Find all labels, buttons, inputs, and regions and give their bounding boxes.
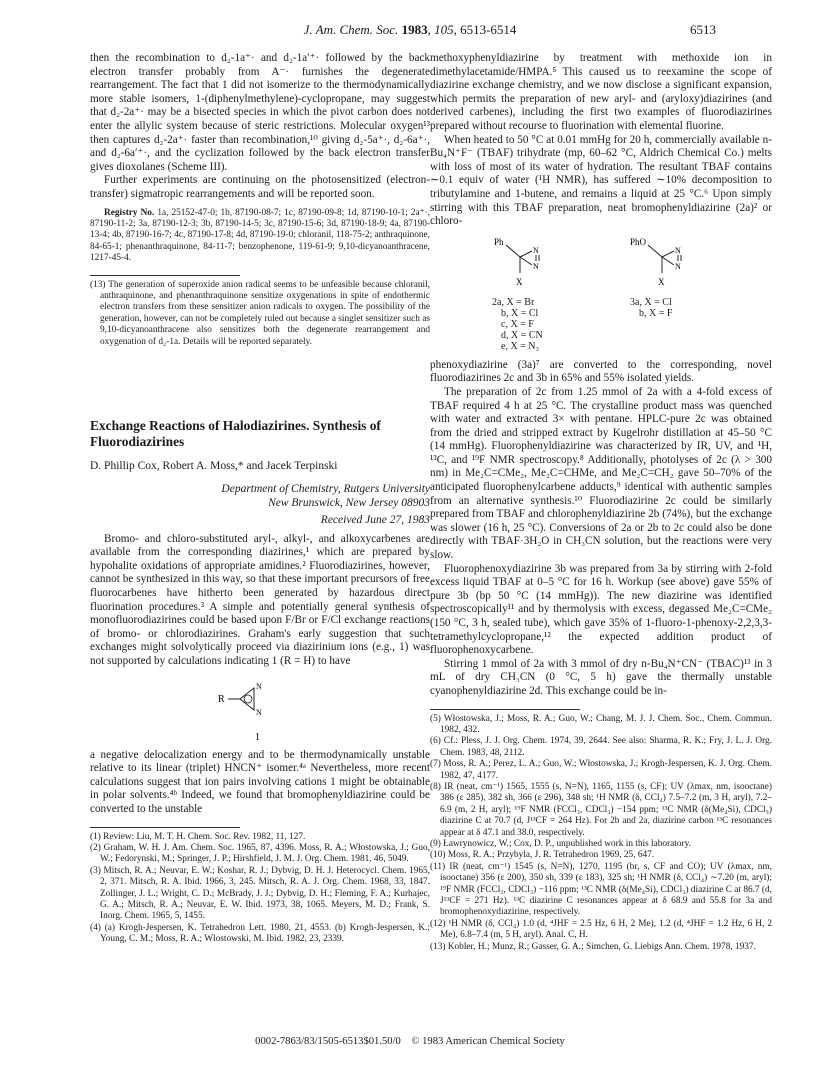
- affiliation: [90, 482, 430, 527]
- paragraph: The preparation of 2c from 1.25 mmol of 2a with a 4-fold excess of TBAF required 4 h at 25 °C. The crystalline product mass was quenched with water and extracted 3× with pentane. HPLC-pure 2c was obtained from the dried and stripped extract by Kugelrohr distillation at 45–50 °C (14 mmHg). Fluorophenyldiazirine was characterized by IR, UV, and ¹H, ¹³C, and ¹⁹F NMR spectroscopy.⁸ Additionally, photolyses of 2c (λ > 300 nm) in Me₂C=CMe₂, Me₂C=CHMe, and Me₂C=CH₂ gave 50–70% of the anticipated fluorophenylcarbene adducts,⁹ identical with authentic samples from an alternative synthesis.¹⁰ Fluorodiazirine 2c could be similarly prepared from TBAF and chlorophenyldiazirine 2b (74%), but the exchange was slower (16 h, 25 °C). Conversions of 2a or 2b to 2c could also be done directly with TBAF·3H₂O in CH₃CN solution, but the reactions were very slow.: [430, 385, 772, 562]
- label-2e: e, X = N₃: [501, 340, 540, 352]
- right-column: [430, 52, 772, 953]
- footnotes: [90, 832, 430, 946]
- paragraph: Fluorophenoxydiazirine 3b was prepared from 3a by stirring with 2-fold excess liquid TBAF at 0–5 °C for 16 h. Workup (see above) gave 55% of pure 3b (bp 50 °C (14 mmHg)). The new diazirine was identified spectroscopically¹¹ and by thermolysis with excess, degassed Me₂C=CMe₂ (150 °C, 3 h, sealed tube), which gave 35% of 1-fluoro-1-phenoxy-2,2,3,3-tetramethylcyclopropane,¹² the expected addition product of fluorophenoxycarbene.: [430, 562, 772, 657]
- paragraph: phenoxydiazirine (3a)⁷ are converted to the corresponding, novel fluorodiazirines 2c and 3b in 65% and 55% isolated yields.: [430, 358, 772, 385]
- journal-year: 1983: [401, 22, 428, 37]
- registry-label: Registry No.: [104, 207, 155, 218]
- footnote: (11) IR (neat, cm⁻¹) 1545 (s, N=N), 1270, 1195 (br, s, CF and CO); UV (λmax, nm, isooctane) 356 (ε 200), 350 sh, 339 (ε 183), 325 sh; ¹H NMR (δ, CCl₄) ∼7.20 (m, aryl); ¹⁹F NMR (FCCl₃, CDCl₃) −116 ppm; ¹³C NMR (δ(Me₄Si), CDCl₃) diazirine C at 86.7 (d, J¹³CF = 271 Hz). ¹³C diazirine C resonances appear at δ 68.9 and 55.8 for 3a and bromophenoxydiazirine, respectively.: [430, 861, 772, 918]
- footnote: (12) ¹H NMR (δ, CCl₄) 1.0 (d, ⁴JHF = 2.5 Hz, 6 H, 2 Me), 1.2 (d, ⁴JHF = 1.2 Hz, 6 H, 2 Me), 6.8–7.4 (m, 5 H, aryl). Anal. C, H.: [430, 918, 772, 941]
- footnote: (2) Graham, W. H. J. Am. Chem. Soc. 1965, 87, 4396. Moss, R. A.; Włostowska, J.; Guo, W.; Fedorynski, M.; Springer, J. P.; Hirshfield, J. M. J. Org. Chem. 1981, 46, 5049.: [90, 842, 430, 865]
- nitrogen-bottom: N: [675, 261, 681, 271]
- journal-pages: 6513-6514: [460, 22, 517, 37]
- journal-citation: J. Am. Chem. Soc. 1983, 105, 6513-6514: [303, 22, 517, 37]
- footnote: (4) (a) Krogh-Jespersen, K. Tetrahedron Lett. 1980, 21, 4553. (b) Krogh-Jespersen, K.; Young, C. M.; Moss, R. A.; Wlostowski, M. Ibid. 1982, 23, 2339.: [90, 922, 430, 945]
- footnote: (13) The generation of superoxide anion radical seems to be unfeasible because chloranil, anthraquinone, and phenanthraquinone sensitize oxygenations in spite of endothermic electron transfers from these sensitizer anion radicals to oxygen. The possibility of the generation, however, can not be completely ruled out because a singlet sensitizer such as 9,10-dicyanoanthracene also sensitizes both the degenerate rearrangement and oxygenation of d₂-1a. Details will be reported separately.: [90, 279, 430, 347]
- footnote: (3) Mitsch, R. A.; Neuvar, E. W.; Koshar, R. J.; Dybvig, D. H. J. Heterocycl. Chem. 1965, 2, 371. Mitsch, R. A. Ibid. 1966, 3, 245. Mitsch, R. A. J. Org. Chem. 1968, 33, 1847. Zollinger, J. L.; Wright, C. D.; McBrady, J. J.; Dybvig, D. H.; Fleming, F. A.; Kurhajec, G. A.; Mitsch, R. A.; Neuvar, E. W. Ibid. 1973, 38, 1065. Meyers, M. D.; Frank, S. Inorg. Chem. 1965, 5, 1455.: [90, 865, 430, 922]
- footnote: (9) Ławrynowicz, W.; Cox, D. P., unpublished work in this laboratory.: [430, 839, 691, 850]
- label-2a: 2a, X = Br: [492, 296, 535, 308]
- structure-drawings: [430, 233, 772, 293]
- page-number: 6513: [690, 22, 716, 37]
- footnote-rule: [90, 275, 240, 276]
- paragraph: Bromo- and chloro-substituted aryl-, alkyl-, and alkoxycarbenes are available from the corresponding diazirines,¹ which are prepared by hypohalite oxidations of appropriate amidines.² Fluorodiazirines, however, cannot be synthesized in this way, so that these important precursors of free fluorocarbenes have hitherto been generated by hazardous direct fluorination procedures.³ A simple and potentially general synthesis of monofluorodiazirines could be based upon F/Br or F/Cl exchange reactions of bromo- or chlorodiazirines. Graham's early suggestion that such exchanges might solvolytically proceed via diazirinium ions (e.g., 1) was not supported by calculations indicating 1 (R = H) to have: [90, 532, 430, 667]
- nitrogen-top: N: [533, 245, 539, 255]
- footnote: (1) Review: Liu, M. T. H. Chem. Soc. Rev. 1982, 11, 127.: [90, 831, 306, 842]
- label-2c: c, X = F: [501, 318, 534, 330]
- left-column: [90, 52, 430, 946]
- nitrogen-top: N: [675, 245, 681, 255]
- journal-name: J. Am. Chem. Soc.: [303, 22, 399, 37]
- label-2d: d, X = CN: [501, 329, 543, 341]
- nitrogen-bottom: N: [533, 261, 539, 271]
- diazirinium-drawing: [90, 669, 430, 749]
- affiliation-city: New Brunswick, New Jersey 08903: [268, 496, 430, 509]
- received-date: Received June 27, 1983: [320, 513, 430, 526]
- paragraph: Further experiments are continuing on the photosensitized (electron-transfer) sigmatropic rearrangements and will be reported soon.: [90, 174, 430, 200]
- nitrogen-top: N: [256, 681, 262, 691]
- compound-3-labels: [630, 297, 672, 319]
- footnote: (13) Kobler, H.; Munz, R.; Gasser, G. A.; Simchen, G. Liebigs Ann. Chem. 1978, 1937.: [430, 941, 756, 952]
- compound-2-labels: [492, 297, 543, 352]
- footnote: (7) Moss, R. A.; Perez, L. A.; Guo, W.; Włostowska, J.; Krogh-Jespersen, K. J. Org. Chem. 1982, 47, 4177.: [430, 759, 772, 781]
- nitrogen-bottom: N: [256, 707, 262, 717]
- paragraph: then the recombination to d₂-1a⁺· and d₂-1a′⁺· followed by the back electron transfer probably from A⁻· furnishes the degenerate rearrangement. The fact that 1 did not isomerize to the thermodynamically more stable isomers, 1-(diphenylmethylene)-cyclopropane, may suggest that d₂-2a⁺· may be a bisected species in which the pivot carbon does not enter the allylic system because of steric restrictions. Molecular oxygen¹³ then captures d₂-2a⁺· faster than recombination,¹⁰ giving d₂-5a⁺·, d₂-6a⁺·, and d₂-6a′⁺·, and the cyclization followed by the back electron transfer gives dioxolanes (Scheme III).: [90, 52, 430, 173]
- compound-label: 1: [255, 731, 260, 743]
- copyright: © 1983 American Chemical Society: [411, 1036, 565, 1047]
- label-3b: b, X = F: [639, 307, 673, 319]
- compound-1-structure: [90, 669, 430, 749]
- footnotes: [430, 714, 772, 954]
- diazirine-structures: [430, 229, 772, 359]
- r-group: R: [218, 693, 225, 705]
- page-footer: [0, 1036, 820, 1047]
- registry-text: 1a, 25152-47-0; 1b, 87190-08-7; 1c, 87190-09-8; 1d, 87190-10-1; 2a⁺·, 87190-11-2; 3a, 87190-12-3; 3b, 87190-14-5; 3c, 87190-15-6; 3d, 87190-18-9; 4a, 87190-13-4; 4b, 87190-16-7; 4c, 87190-17-8; 4d, 87190-19-0; chloranil, 118-75-2; anthraquinone, 84-65-1; phenanthraquinone, 84-11-7; benzophenone, 119-61-9; 9,10-dicyanoanthracene, 1217-45-4.: [90, 207, 430, 264]
- x-substituent: X: [658, 276, 665, 287]
- publication-code: 0002-7863/83/1505-6513$01.50/0: [255, 1036, 401, 1047]
- running-header: [0, 22, 820, 42]
- paragraph: Stirring 1 mmol of 2a with 3 mmol of dry n-Bu₄N⁺CN⁻ (TBAC)¹³ in 3 mL of dry CH₃CN (0 °C, 5 h) gave the thermally unstable cyanophenyldiazirine 2d. This exchange could be in-: [430, 657, 772, 697]
- phenoxy-substituent: PhO: [630, 236, 647, 247]
- registry-numbers: [90, 208, 430, 265]
- footnote: (8) IR (neat, cm⁻¹) 1565, 1555 (s, N=N), 1165, 1155 (s, CF); UV (λmax, nm, isooctane) 386 (ε 285), 382 sh, 366 (ε 296), 348 sh; ¹H NMR (δ, CCl₄) 7.5–7.2 (m, 3 H, aryl), 7.2–6.9 (m, 2 H, aryl); ¹⁹F NMR (FCCl₃, CDCl₃) −154 ppm; ¹³C NMR (δ(Me₄Si), CDCl₃) diazirine C at 70.7 (d, J¹³CF = 264 Hz). For 2b and 2a, diazirine carbon ¹³C resonances appear at δ 47.1 and 38.0, respectively.: [430, 782, 772, 838]
- footnote-rule: [90, 827, 240, 828]
- journal-volume: 105: [434, 22, 454, 37]
- article-title: Exchange Reactions of Halodiazirines. Synthesis of Fluorodiazirines: [90, 418, 381, 449]
- paragraph: a negative delocalization energy and to be thermodynamically unstable relative to its linear (triplet) HNCN⁺ isomer.⁴ᵃ Nevertheless, more recent calculations suggest that ion pairs involving cations 1 might be obtainable in polar solvents.⁴ᵇ Indeed, we found that bromophenyldiazirine could be converted to the unstable: [90, 748, 430, 815]
- label-3a: 3a, X = Cl: [630, 296, 672, 308]
- label-2b: b, X = Cl: [501, 307, 539, 319]
- footnote-rule: [430, 709, 580, 710]
- paragraph: methoxyphenyldiazirine by treatment with methoxide ion in dimethylacetamide/HMPA.⁵ This caused us to reexamine the scope of diazirine exchange chemistry, and we now disclose a significant expansion, which permits the preparation of new aryl- and (aryloxy)diazirines (and derived carbenes), including the first two examples of fluorodiazirines prepared without recourse to fluorination with elemental fluorine.: [430, 52, 772, 132]
- affiliation-dept: Department of Chemistry, Rutgers University: [221, 482, 430, 495]
- footnote: (6) Cf.: Pless, J. J. Org. Chem. 1974, 39, 2644. See also: Sharma, R. K.; Fry, J. L. J. Org. Chem. 1983, 48, 2112.: [430, 736, 772, 758]
- x-substituent: X: [516, 276, 523, 287]
- phenyl-substituent: Ph: [494, 236, 504, 247]
- authors: D. Phillip Cox, Robert A. Moss,* and Jacek Terpinski: [90, 460, 338, 472]
- paragraph: When heated to 50 °C at 0.01 mmHg for 20 h, commercially available n-Bu₄N⁺F⁻ (TBAF) trihydrate (mp, 60–62 °C, Aldrich Chemical Co.) melts with loss of most of its water of hydration. The resultant TBAF contains ∼0.1 equiv of water (¹H NMR), has suffered ∼10% decomposition to tributylamine and 1-butene, and remains a liquid at 25 °C.⁶ Upon simply stirring with this TBAF preparation, neat bromophenyldiazirine (2a)² or chloro-: [430, 133, 772, 228]
- footnote: (5) Włostowska, J.; Moss, R. A.; Guo, W.; Chang, M. J. J. Chem. Soc., Chem. Commun. 1982, 432.: [430, 713, 772, 735]
- footnote: (10) Moss, R. A.; Przybyla, J. R. Tetrahedron 1969, 25, 647.: [430, 850, 655, 861]
